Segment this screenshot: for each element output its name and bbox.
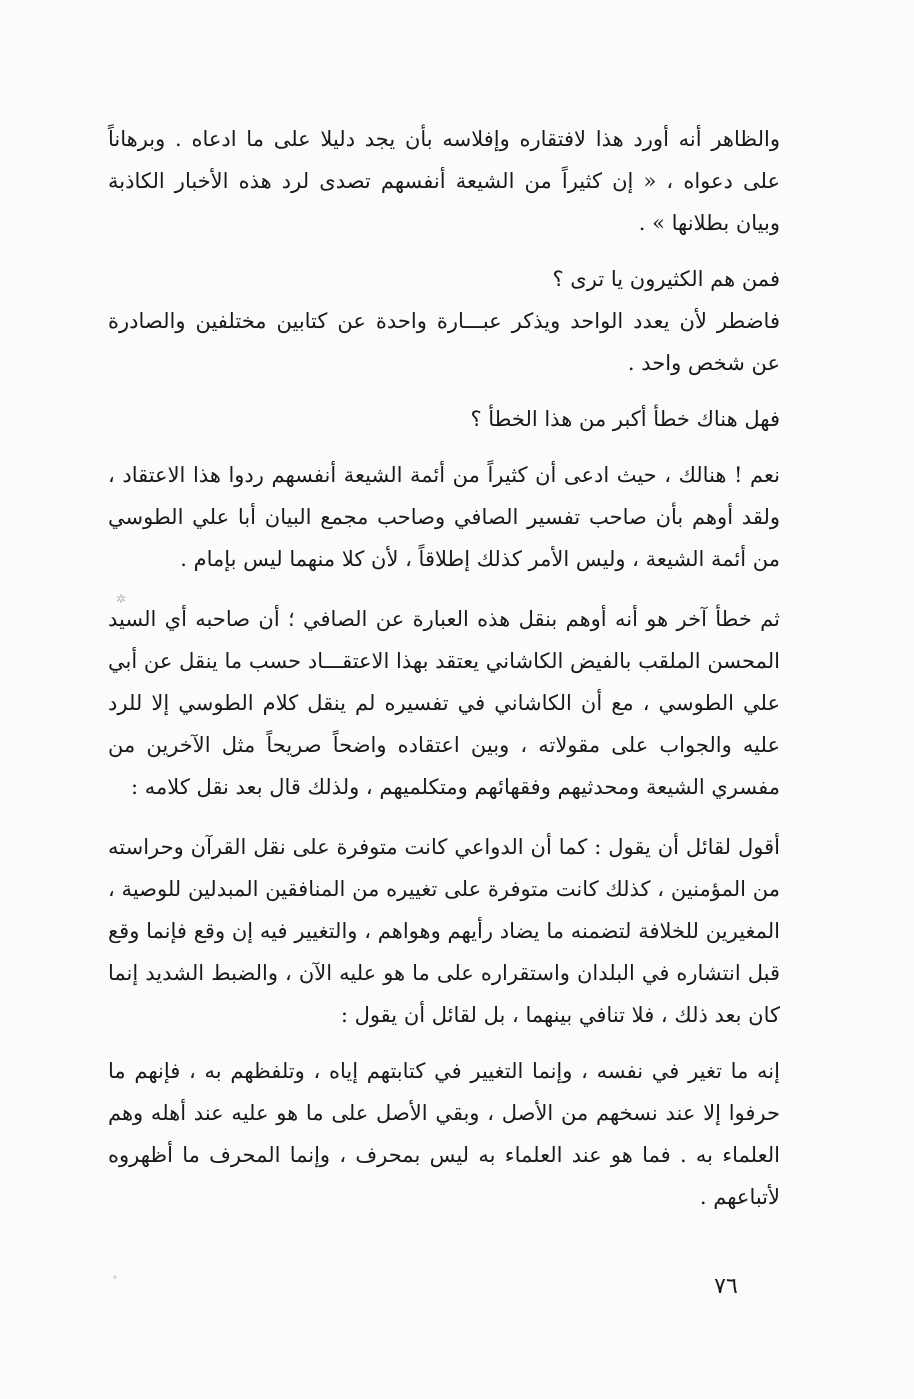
paragraph-1: والظاهر أنه أورد هذا لافتقاره وإفلاسه بأن يجد دليلا على ما ادعاه . وبرهاناً على دعواه ، « إن كثيراً من الشيعة أنفسهم تصدى لرد هذه الأخبار الكاذبة وبيان بطلانها » . [108,127,780,235]
paragraph-3: فاضطر لأن يعدد الواحد ويذكر عبـــارة واحدة عن كتابين مختلفين والصادرة عن شخص واحد . [108,309,780,375]
paragraph-8: إنه ما تغير في نفسه ، وإنما التغيير في كتابتهم إياه ، وتلفظهم به ، فإنهم ما حرفوا إلا عند نسخهم من الأصل ، وبقي الأصل على ما هو عليه عند أهله وهم العلماء به . فما هو عند العلماء به ليس بمحرف ، وإنما المحرف ما أظهروه لأتباعهم . [108,1059,780,1209]
paragraph-2: فمن هم الكثيرون يا ترى ؟ [552,267,780,291]
paragraph-5: نعم ! هنالك ، حيث ادعى أن كثيراً من أئمة الشيعة أنفسهم ردوا هذا الاعتقاد ، ولقد أوهم بأن صاحب تفسير الصافي وصاحب مجمع البيان أبا علي الطوسي من أئمة الشيعة ، وليس الأمر كذلك إطلاقاً ، لأن كلا منهما ليس بإمام . [108,463,780,571]
paragraph-4: فهل هناك خطأ أكبر من هذا الخطأ ؟ [470,407,780,431]
page-number: ٧٦ [714,1274,738,1299]
page-text-block [108,118,780,1218]
paragraph-6: ثم خطأ آخر هو أنه أوهم بنقل هذه العبارة عن الصافي ؛ أن صاحبه أي السيد المحسن الملقب بالفيض الكاشاني يعتقد بهذا الاعتقـــاد حسب ما ينقل عن أبي علي الطوسي ، مع أن الكاشاني في تفسيره لم ينقل كلام الطوسي إلا للرد عليه والجواب على مقولاته ، وبين اعتقاده واضحاً صريحاً مثل الآخرين من مفسري الشيعة ومحدثيهم وفقهائهم ومتكلميهم ، ولذلك قال بعد نقل كلامه : [108,607,780,799]
scan-speck-mark: ∘ [112,1270,118,1284]
scan-speck-mark: ✲ [116,592,127,606]
paragraph-7: أقول لقائل أن يقول : كما أن الدواعي كانت متوفرة على نقل القرآن وحراسته من المؤمنين ، كذلك كانت متوفرة على تغييره من المنافقين المبدلين للوصية ، المغيرين للخلافة لتضمنه ما يضاد رأيهم وهواهم ، والتغيير فيه إن وقع فإنما وقع قبل انتشاره في البلدان واستقراره على ما هو عليه الآن ، والضبط الشديد إنما كان بعد ذلك ، فلا تنافي بينهما ، بل لقائل أن يقول : [108,835,780,1027]
